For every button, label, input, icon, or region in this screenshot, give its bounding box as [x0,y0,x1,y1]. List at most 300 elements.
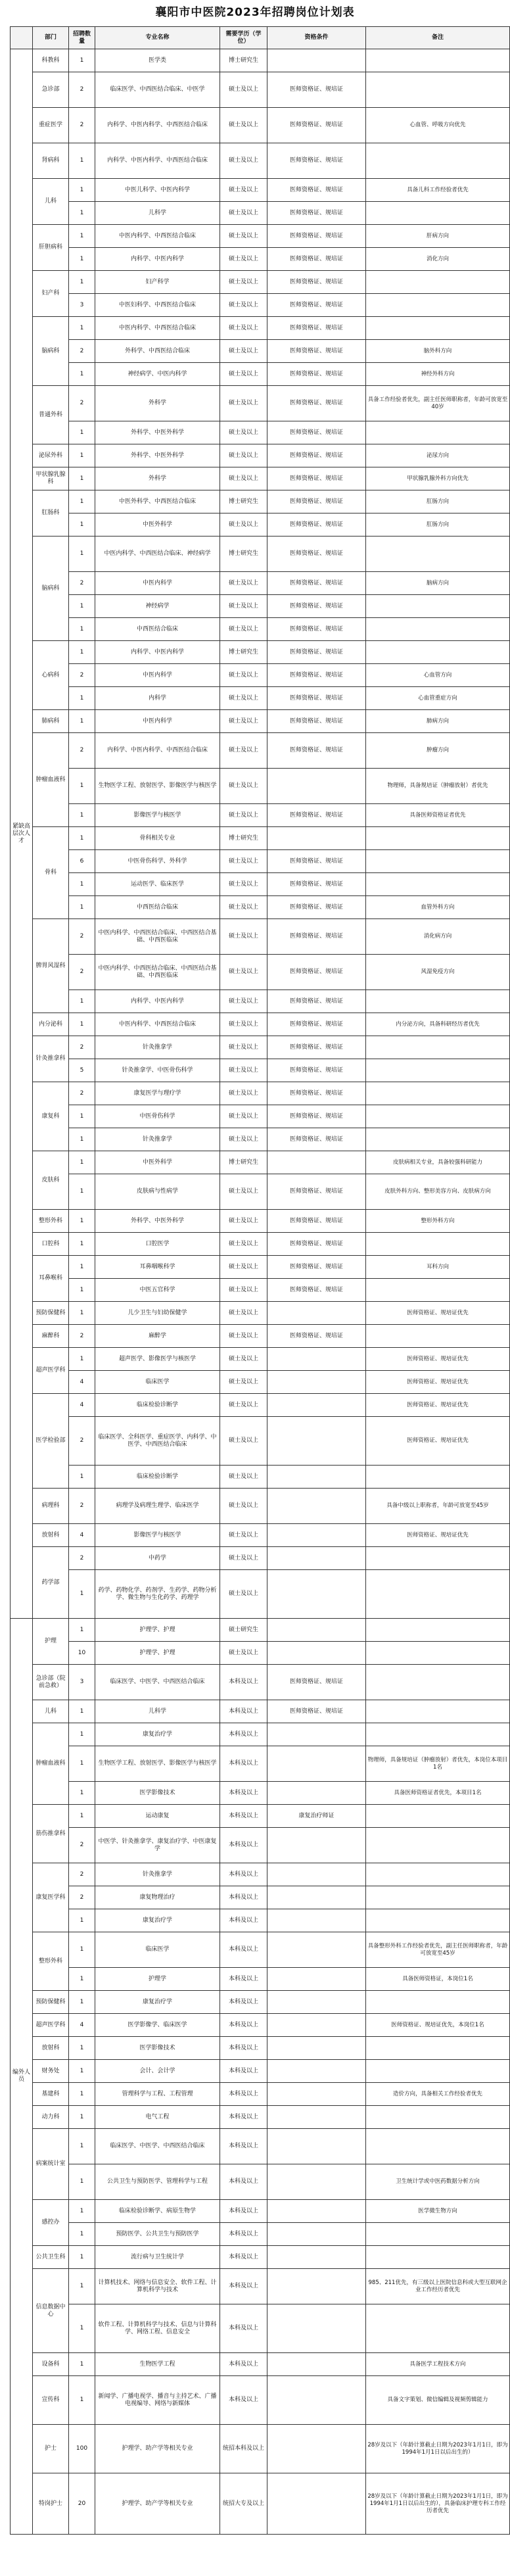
count-cell: 5 [69,1059,95,1082]
qualification-cell [267,49,366,72]
count-cell: 2 [69,1417,95,1466]
table-row [11,2164,510,2200]
degree-cell: 硕士及以上 [220,72,267,108]
count-cell: 1 [69,421,95,444]
dept-cell: 肛肠科 [33,490,69,537]
table-row [11,919,510,955]
degree-cell: 本科及以上 [220,2223,267,2246]
degree-cell: 硕士及以上 [220,248,267,271]
degree-cell: 博士研究生 [220,49,267,72]
table-row [11,444,510,467]
qualification-cell [267,1489,366,1524]
header-degree: 需要学历（学位） [220,27,267,49]
header-major: 专业名称 [95,27,220,49]
degree-cell: 本科及以上 [220,1932,267,1968]
major-cell: 中医五官科学 [95,1279,220,1302]
major-cell: 医学影像技术 [95,2037,220,2060]
table-row [11,1489,510,1524]
count-cell: 2 [69,1863,95,1886]
remark-cell: 肝病方向 [366,225,510,248]
qualification-cell: 医师资格证、规培证 [267,1256,366,1279]
major-cell: 康复物理治疗 [95,1886,220,1909]
count-cell: 1 [69,710,95,733]
dept-cell: 儿科 [33,179,69,225]
degree-cell: 硕士及以上 [220,1174,267,1210]
degree-cell: 硕士及以上 [220,108,267,143]
remark-cell [366,1128,510,1151]
remark-cell [366,641,510,664]
major-cell: 儿科学 [95,202,220,225]
degree-cell: 硕士及以上 [220,1302,267,1325]
major-cell: 护理学、护理 [95,1642,220,1665]
dept-cell: 内分泌科 [33,1013,69,1036]
qualification-cell: 医师资格证、规培证 [267,143,366,179]
qualification-cell [267,2129,366,2164]
degree-cell: 硕士及以上 [220,1524,267,1547]
remark-cell [366,827,510,850]
remark-cell: 985、211优先，有三级以上医院信息科或大型互联网企业工作经历者优先 [366,2269,510,2304]
qualification-cell [267,1524,366,1547]
degree-cell: 本科及以上 [220,1746,267,1782]
degree-cell: 本科及以上 [220,1805,267,1828]
remark-cell [366,49,510,72]
dept-cell: 脾胃风湿科 [33,919,69,1013]
qualification-cell: 医师资格证、规培证 [267,804,366,827]
degree-cell: 统招大专及以上 [220,2473,267,2535]
remark-cell [366,1723,510,1746]
major-cell: 生物医学工程、放射医学、影像医学与核医学 [95,1746,220,1782]
table-row [11,896,510,919]
dept-cell: 病案统计室 [33,2129,69,2200]
degree-cell: 硕士及以上 [220,1417,267,1466]
remark-cell: 具备医师资格证，本岗位1名 [366,1968,510,1991]
table-row [11,225,510,248]
count-cell: 1 [69,317,95,340]
table-row [11,1665,510,1700]
table-row [11,2425,510,2473]
major-cell: 会计、会计学 [95,2060,220,2083]
remark-cell: 皮肤病相关专业，具备较强科研能力 [366,1151,510,1174]
table-row [11,1782,510,1805]
table-row [11,1174,510,1210]
degree-cell: 硕士及以上 [220,664,267,687]
table-row [11,1886,510,1909]
table-row [11,2353,510,2376]
remark-cell: 物理师，具备规培证（肿瘤放射）者优先 [366,769,510,804]
major-cell: 中医儿科学、中医内科学 [95,179,220,202]
count-cell: 1 [69,2129,95,2164]
qualification-cell: 医师资格证、规培证 [267,618,366,641]
count-cell: 1 [69,687,95,710]
count-cell: 1 [69,225,95,248]
remark-cell: 耳科方向 [366,1256,510,1279]
count-cell: 1 [69,179,95,202]
degree-cell: 硕士及以上 [220,1233,267,1256]
dept-cell: 整形外科 [33,1932,69,1991]
remark-cell [366,1466,510,1489]
major-cell: 针灸推拿学、中医骨伤科学 [95,1059,220,1082]
qualification-cell [267,1348,366,1371]
degree-cell: 硕士及以上 [220,1059,267,1082]
dept-cell: 信息数据中心 [33,2269,69,2353]
table-row [11,1642,510,1665]
major-cell: 外科学、中医外科学 [95,1210,220,1233]
degree-cell: 本科及以上 [220,2246,267,2269]
dept-cell: 康复医学科 [33,1863,69,1932]
degree-cell: 本科及以上 [220,2376,267,2425]
table-row [11,1082,510,1105]
qualification-cell [267,1619,366,1642]
remark-cell [366,317,510,340]
major-cell: 外科学、中西医结合临床 [95,340,220,363]
remark-cell: 医师资格证、规培证优先，本岗位1名 [366,2014,510,2037]
remark-cell [366,1082,510,1105]
major-cell: 骨科相关专业 [95,827,220,850]
qualification-cell: 医师资格证、规培证 [267,1059,366,1082]
degree-cell: 硕士及以上 [220,710,267,733]
remark-cell [366,1991,510,2014]
remark-cell [366,2060,510,2083]
degree-cell: 博士研究生 [220,641,267,664]
table-row [11,248,510,271]
remark-cell: 肛肠方向 [366,490,510,513]
remark-cell: 肛肠方向 [366,513,510,537]
major-cell: 临床医学、中西医结合临床、中医学 [95,72,220,108]
qualification-cell [267,1570,366,1619]
major-cell: 针灸推拿学 [95,1128,220,1151]
qualification-cell [267,1723,366,1746]
count-cell: 1 [69,513,95,537]
degree-cell: 本科及以上 [220,2353,267,2376]
table-row [11,1210,510,1233]
major-cell: 影像医学与核医学 [95,804,220,827]
dept-cell: 筋伤推拿科 [33,1805,69,1863]
degree-cell: 硕士及以上 [220,595,267,618]
dept-cell: 基建科 [33,2083,69,2106]
dept-cell: 公共卫生科 [33,2246,69,2269]
count-cell: 1 [69,804,95,827]
remark-cell: 医师资格证、规培证优先 [366,1524,510,1547]
remark-cell [366,1325,510,1348]
remark-cell: 具备文字策划、微信编辑及视频剪辑能力 [366,2376,510,2425]
major-cell: 中医内科学 [95,572,220,595]
qualification-cell: 医师资格证、规培证 [267,490,366,513]
count-cell: 4 [69,1394,95,1417]
degree-cell: 本科及以上 [220,2164,267,2200]
major-cell: 临床医学 [95,1371,220,1394]
degree-cell: 本科及以上 [220,1723,267,1746]
remark-cell [366,873,510,896]
table-row [11,2014,510,2037]
degree-cell: 硕士及以上 [220,873,267,896]
qualification-cell: 医师资格证、规培证 [267,467,366,490]
table-row [11,1105,510,1128]
degree-cell: 硕士及以上 [220,179,267,202]
major-cell: 医学影像学、临床医学 [95,2014,220,2037]
count-cell: 1 [69,1174,95,1210]
count-cell: 1 [69,202,95,225]
count-cell: 4 [69,1524,95,1547]
dept-cell: 口腔科 [33,1233,69,1256]
major-cell: 内科学、中医内科学、中西医结合临床 [95,733,220,769]
header-remark: 备注 [366,27,510,49]
major-cell: 内科学、中医内科学 [95,990,220,1013]
dept-cell: 泌尿外科 [33,444,69,467]
table-row [11,108,510,143]
degree-cell: 博士研究生 [220,1151,267,1174]
table-row [11,1325,510,1348]
degree-cell: 硕士及以上 [220,1547,267,1570]
qualification-cell [267,2304,366,2353]
degree-cell: 硕士及以上 [220,271,267,294]
degree-cell: 硕士及以上 [220,225,267,248]
qualification-cell: 医师资格证、规培证 [267,850,366,873]
remark-cell [366,1547,510,1570]
dept-cell: 宣传科 [33,2376,69,2425]
remark-cell [366,1863,510,1886]
major-cell: 中西医结合临床 [95,896,220,919]
count-cell: 1 [69,2060,95,2083]
degree-cell: 硕士及以上 [220,1371,267,1394]
qualification-cell [267,1394,366,1417]
degree-cell: 硕士及以上 [220,143,267,179]
qualification-cell: 医师资格证、规培证 [267,896,366,919]
count-cell: 2 [69,1082,95,1105]
major-cell: 康复治疗学 [95,1991,220,2014]
table-row [11,1013,510,1036]
major-cell: 外科学、中医外科学 [95,421,220,444]
major-cell: 中医内科学、中西医结合临床 [95,317,220,340]
table-row [11,1909,510,1932]
count-cell: 1 [69,1233,95,1256]
degree-cell: 本科及以上 [220,1968,267,1991]
count-cell: 2 [69,386,95,421]
count-cell: 1 [69,1991,95,2014]
table-row [11,1968,510,1991]
major-cell: 中医学、针灸推拿学、康复治疗学、中医康复学 [95,1828,220,1863]
major-cell: 临床医学、全科医学、重症医学、内科学、中医学、中西医结合临床 [95,1417,220,1466]
major-cell: 临床检验诊断学、病原生物学 [95,2200,220,2223]
dept-cell: 肺病科 [33,710,69,733]
major-cell: 护理学、助产学等相关专业 [95,2473,220,2535]
dept-cell: 肝胆病科 [33,225,69,271]
remark-cell: 皮肤外科方向、整形美容方向、皮肤病方向 [366,1174,510,1210]
degree-cell: 硕士及以上 [220,1394,267,1417]
degree-cell: 硕士及以上 [220,1466,267,1489]
degree-cell: 本科及以上 [220,2037,267,2060]
dept-cell: 药学部 [33,1547,69,1619]
table-row [11,850,510,873]
remark-cell: 心血管方向 [366,664,510,687]
table-row [11,827,510,850]
count-cell: 2 [69,664,95,687]
table-row [11,664,510,687]
major-cell: 运动康复 [95,1805,220,1828]
table-row [11,687,510,710]
count-cell: 1 [69,1570,95,1619]
table-row [11,873,510,896]
degree-cell: 硕士及以上 [220,804,267,827]
count-cell: 1 [69,467,95,490]
qualification-cell: 医师资格证、规培证 [267,710,366,733]
major-cell: 内科学、中医内科学、中西医结合临床 [95,143,220,179]
count-cell: 2 [69,1325,95,1348]
major-cell: 康复医学与理疗学 [95,1082,220,1105]
major-cell: 中药学 [95,1547,220,1570]
qualification-cell: 医师资格证、规培证 [267,363,366,386]
qualification-cell: 医师资格证、规培证 [267,1128,366,1151]
degree-cell: 硕士及以上 [220,294,267,317]
table-row [11,710,510,733]
qualification-cell: 医师资格证、规培证 [267,340,366,363]
count-cell: 1 [69,2376,95,2425]
qualification-cell: 医师资格证、规培证 [267,1279,366,1302]
major-cell: 软件工程、计算机科学与技术、信息与计算科学、网络工程、信息安全 [95,2304,220,2353]
table-row [11,769,510,804]
count-cell: 1 [69,49,95,72]
qualification-cell: 医师资格证、规培证 [267,1665,366,1700]
degree-cell: 本科及以上 [220,1700,267,1723]
count-cell: 20 [69,2473,95,2535]
count-cell: 1 [69,1348,95,1371]
remark-cell: 甲状腺乳腺外科方向优先 [366,467,510,490]
degree-cell: 硕士及以上 [220,1082,267,1105]
degree-cell: 硕士及以上 [220,1348,267,1371]
qualification-cell [267,2200,366,2223]
degree-cell: 本科及以上 [220,2014,267,2037]
dept-cell: 整形外科 [33,1210,69,1233]
qualification-cell: 医师资格证、规培证 [267,1700,366,1723]
qualification-cell [267,2164,366,2200]
table-row [11,1570,510,1619]
degree-cell: 硕士及以上 [220,317,267,340]
degree-cell: 硕士及以上 [220,1128,267,1151]
qualification-cell: 医师资格证、规培证 [267,72,366,108]
degree-cell: 硕士及以上 [220,990,267,1013]
qualification-cell: 医师资格证、规培证 [267,664,366,687]
degree-cell: 本科及以上 [220,1863,267,1886]
table-row [11,1547,510,1570]
count-cell: 1 [69,1746,95,1782]
remark-cell: 医师资格证、规培证优先 [366,1417,510,1466]
major-cell: 内科学、中医内科学、中西医结合临床 [95,108,220,143]
major-cell: 护理学 [95,1968,220,1991]
table-row [11,2200,510,2223]
major-cell: 中医外科学 [95,1151,220,1174]
dept-cell: 儿科 [33,1700,69,1723]
remark-cell [366,1279,510,1302]
remark-cell: 脑外科方向 [366,340,510,363]
degree-cell: 硕士及以上 [220,202,267,225]
count-cell: 3 [69,1665,95,1700]
degree-cell: 硕士及以上 [220,1256,267,1279]
header-category [11,27,33,49]
table-row [11,1524,510,1547]
table-header [11,27,510,49]
qualification-cell: 医师资格证、规培证 [267,108,366,143]
qualification-cell [267,2376,366,2425]
degree-cell: 硕士研究生 [220,1619,267,1642]
remark-cell: 消化病方向 [366,919,510,955]
major-cell: 临床检验诊断学 [95,1394,220,1417]
dept-cell: 肿瘤血液科 [33,1723,69,1805]
qualification-cell [267,1151,366,1174]
remark-cell: 血管外科方向 [366,896,510,919]
dept-cell: 急诊部 [33,72,69,108]
qualification-cell: 医师资格证、规培证 [267,1082,366,1105]
degree-cell: 硕士及以上 [220,386,267,421]
remark-cell [366,1059,510,1082]
table-row [11,2473,510,2535]
count-cell: 1 [69,143,95,179]
remark-cell: 心血管、呼吸方向优先 [366,108,510,143]
table-row [11,2376,510,2425]
remark-cell: 神经外科方向 [366,363,510,386]
qualification-cell: 医师资格证、规培证 [267,572,366,595]
remark-cell: 具备儿科工作经验者优先 [366,179,510,202]
count-cell: 1 [69,248,95,271]
major-cell: 康复治疗学 [95,1909,220,1932]
degree-cell: 硕士及以上 [220,1105,267,1128]
qualification-cell [267,2083,366,2106]
remark-cell: 具备工作经验者优先，副主任医师职称者，年龄可放宽至40岁 [366,386,510,421]
dept-cell: 医学检验部 [33,1394,69,1489]
dept-cell: 急诊部（院前急救） [33,1665,69,1700]
count-cell: 2 [69,955,95,990]
qualification-cell [267,2037,366,2060]
count-cell: 4 [69,1371,95,1394]
major-cell: 中医内科学、中西医结合临床、中西医结合基础、中西医临床 [95,919,220,955]
remark-cell: 卫生统计学或中医药数据分析方向 [366,2164,510,2200]
qualification-cell [267,1932,366,1968]
count-cell: 2 [69,1886,95,1909]
major-cell: 护理学、助产学等相关专业 [95,2425,220,2473]
dept-cell: 妇产科 [33,271,69,317]
dept-cell: 肾病科 [33,143,69,179]
qualification-cell [267,1863,366,1886]
remark-cell: 具备医师资格证者优先，本项目1名 [366,1782,510,1805]
major-cell: 护理学、护理 [95,1619,220,1642]
major-cell: 神经病学、中医内科学 [95,363,220,386]
qualification-cell: 医师资格证、规培证 [267,513,366,537]
major-cell: 公共卫生与预防医学、管理科学与工程 [95,2164,220,2200]
qualification-cell [267,1782,366,1805]
remark-cell: 风湿免疫方向 [366,955,510,990]
qualification-cell [267,827,366,850]
count-cell: 1 [69,1128,95,1151]
qualification-cell: 康复治疗师证 [267,1805,366,1828]
major-cell: 耳鼻咽喉科学 [95,1256,220,1279]
degree-cell: 本科及以上 [220,1886,267,1909]
degree-cell: 硕士及以上 [220,467,267,490]
major-cell: 儿科学 [95,1700,220,1723]
major-cell: 麻醉学 [95,1325,220,1348]
table-row [11,1417,510,1466]
table-row [11,143,510,179]
count-cell: 1 [69,1782,95,1805]
qualification-cell [267,1371,366,1394]
remark-cell [366,618,510,641]
table-row [11,421,510,444]
qualification-cell [267,1828,366,1863]
qualification-cell: 医师资格证、规培证 [267,444,366,467]
dept-cell: 病理科 [33,1489,69,1524]
count-cell: 1 [69,2200,95,2223]
category-cell: 紧缺高层次人才 [11,49,33,1619]
major-cell: 管理科学与工程、工程管理 [95,2083,220,2106]
table-row [11,1932,510,1968]
remark-cell [366,1036,510,1059]
